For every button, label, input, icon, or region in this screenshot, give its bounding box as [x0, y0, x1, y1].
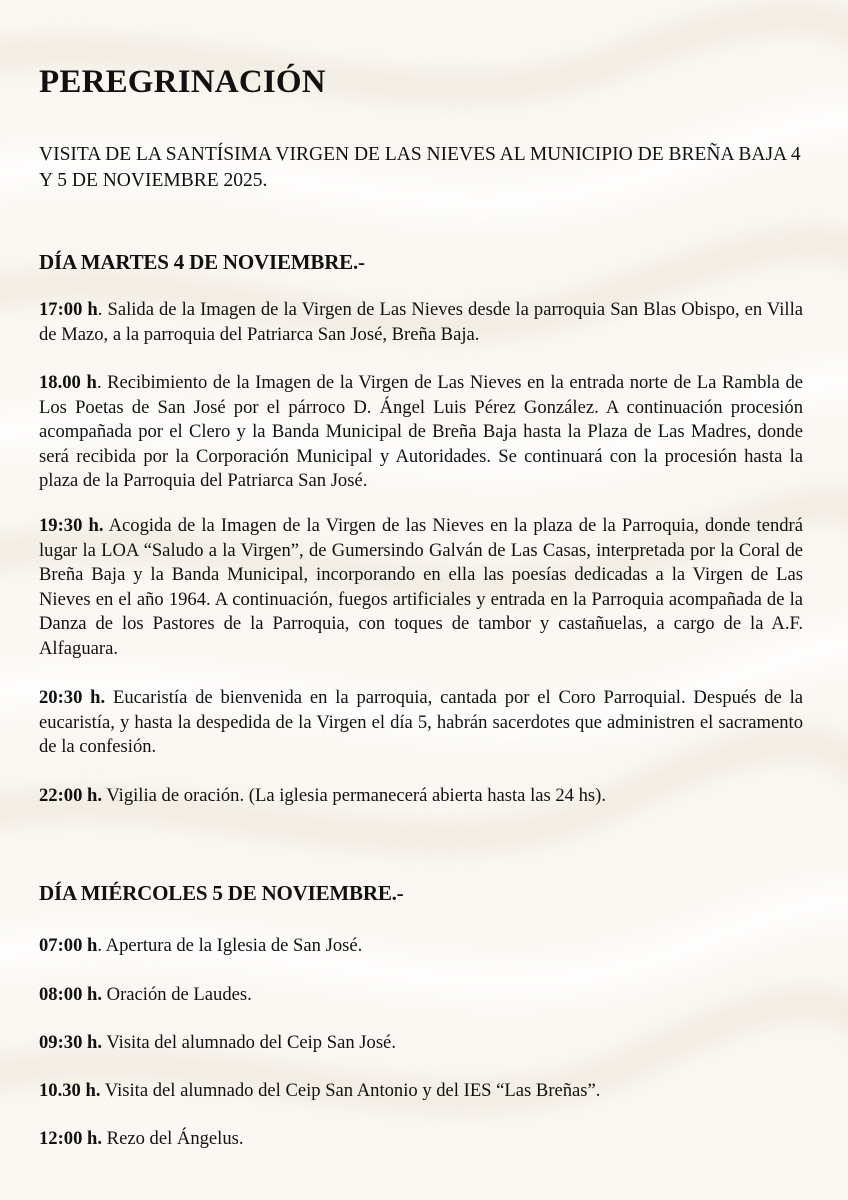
entry-text: Vigilia de oración. (La iglesia permanecerá abierta hasta las 24 hs).: [102, 785, 607, 806]
day2-entry-2: [39, 983, 803, 1008]
day1-entry-1: [39, 298, 803, 347]
day2-entry-3: [39, 1031, 803, 1056]
day1-entry-2: [39, 371, 803, 494]
entry-text: . Recibimiento de la Imagen de la Virgen de Las Nieves en la entrada norte de La Rambla de Los Poetas de San José por el párroco D. Ángel Luis Pérez González. A continuación procesión acompañada por el Clero y la Banda Municipal de Breña Baja hasta la Plaza de Las Madres, donde será recibida por la Corporación Municipal y Autoridades. Se continuará con la procesión hasta la plaza de la Parroquia del Patriarca San José.: [39, 372, 803, 492]
entry-time: 18.00 h: [39, 372, 97, 393]
entry-time: 19:30 h.: [39, 515, 104, 536]
day2-entry-5: [39, 1127, 803, 1152]
entry-time: 20:30 h.: [39, 687, 106, 708]
day1-entry-5: [39, 784, 803, 809]
entry-text: . Salida de la Imagen de la Virgen de Las Nieves desde la parroquia San Blas Obispo, en Villa de Mazo, a la parroquia del Patriarca San José, Breña Baja.: [39, 299, 803, 345]
entry-text: Oración de Laudes.: [102, 984, 252, 1005]
page-subtitle: VISITA DE LA SANTÍSIMA VIRGEN DE LAS NIEVES AL MUNICIPIO DE BREÑA BAJA 4 Y 5 DE NOVIEMBRE 2025.: [39, 144, 801, 191]
entry-time: 22:00 h.: [39, 785, 103, 806]
entry-time: 08:00 h.: [39, 984, 103, 1005]
day1-entry-4: [39, 686, 803, 760]
day1-entry-3: [39, 514, 803, 662]
entry-time: 17:00 h: [39, 299, 98, 320]
day1-heading: DÍA MARTES 4 DE NOVIEMBRE.-: [39, 250, 365, 274]
day2-entry-1: [39, 934, 803, 959]
entry-text: Visita del alumnado del Ceip San José.: [102, 1032, 396, 1053]
page-title: PEREGRINACIÓN: [39, 64, 326, 100]
entry-text: Acogida de la Imagen de la Virgen de las Nieves en la plaza de la Parroquia, donde tendrá lugar la LOA “Saludo a la Virgen”, de Gumersindo Galván de Las Casas, interpretada por la Coral de Breña Baja y la Banda Municipal, incorporando en ella las poesías dedicadas a la Virgen de Las Nieves en el año 1964. A continuación, fuegos artificiales y entrada en la Parroquia acompañada de la Danza de los Pastores de la Parroquia, con toques de tambor y castañuelas, a cargo de la A.F. Alfaguara.: [39, 515, 803, 659]
entry-time: 07:00 h: [39, 935, 98, 956]
entry-time: 09:30 h.: [39, 1032, 103, 1053]
entry-text: Visita del alumnado del Ceip San Antonio y del IES “Las Breñas”.: [100, 1080, 601, 1101]
entry-text: Rezo del Ángelus.: [102, 1128, 244, 1149]
entry-text: Eucaristía de bienvenida en la parroquia, cantada por el Coro Parroquial. Después de la eucaristía, y hasta la despedida de la Virgen el día 5, habrán sacerdotes que administren el sacramento de la confesión.: [39, 687, 803, 758]
entry-text: . Apertura de la Iglesia de San José.: [97, 935, 363, 956]
day2-entry-4: [39, 1079, 803, 1104]
day2-heading: DÍA MIÉRCOLES 5 DE NOVIEMBRE.-: [39, 881, 404, 905]
entry-time: 10.30 h.: [39, 1080, 101, 1101]
entry-time: 12:00 h.: [39, 1128, 103, 1149]
